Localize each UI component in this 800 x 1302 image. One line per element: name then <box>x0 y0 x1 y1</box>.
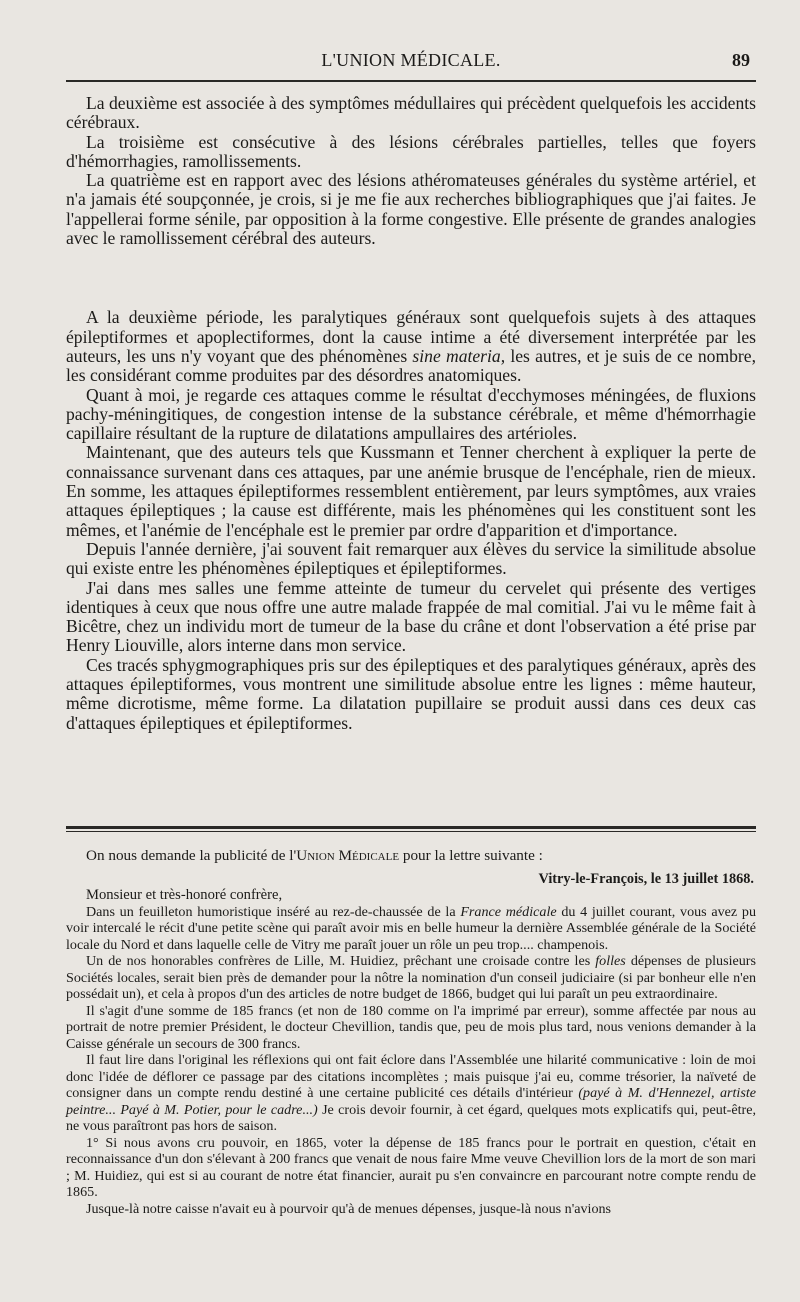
paragraph: Un de nos honorables confrères de Lille, M. Huidiez, prêchant une croisade contre les folles dépenses de plusieurs Sociétés locales, serait bien près de demander pour la nôtre la nomination d'un conseil judiciaire (si par bonheur elle n'en possédait un), et cela à propos d'un des articles de notre budget de 1866, budget qui lui paraît un peu extraordinaire. <box>66 953 756 1002</box>
article-body <box>66 94 756 733</box>
paragraph: Il s'agit d'une somme de 185 francs (et non de 180 comme on l'a imprimé par erreur), somme affectée par nous au portrait de notre premier Président, le docteur Chevillion, tandis que, peu de mois plus tard, nous venions demander à la Caisse générale un secours de 300 francs. <box>66 1002 756 1052</box>
running-header <box>66 50 756 76</box>
paragraph: 1° Si nous avons cru pouvoir, en 1865, voter la dépense de 185 francs pour le portrait en question, c'était en reconnaissance d'un don s'élevant à 200 francs que venait de nous faire Mme veuve Chevillion lors de la mort de son mari ; M. Huidiez, qui est si au courant de notre état financier, aurait pu s'en convaincre en parcourant notre compte rendu de 1865. <box>66 1134 756 1200</box>
paragraph: La troisième est consécutive à des lésions cérébrales partielles, telles que foyers d'hémorrhagies, ramollissements. <box>66 131 756 171</box>
letter-dateline: Vitry-le-François, le 13 juillet 1868. <box>538 870 754 887</box>
paragraph: La quatrième est en rapport avec des lésions athéromateuses générales du système artériel, et n'a jamais été soupçonnée, je crois, si je me fie aux recherches bibliographiques que j'ai faites. Je l'appellerai forme sénile, par opposition à la forme congestive. Elle présente de grandes analogies avec le ramollissement cérébral des auteurs. <box>66 170 756 249</box>
letter-section <box>66 848 756 1217</box>
paragraph: Il faut lire dans l'original les réflexions qui ont fait éclore dans l'Assemblée une hilarité communicative : loin de moi donc l'idée de déflorer ce passage par des citations incomplètes ; mais puisque j'ai eu, comme trésorier, la naïveté de consigner dans un compte rendu destiné à une certaine publicité ces détails d'intérieur (payé à M. d'Hennezel, artiste peintre... Payé à M. Potier, pour le cadre...) Je crois devoir fournir, à cet égard, quelques mots explicatifs qui, peut-être, ne vous paraîtront pas hors de saison. <box>66 1052 756 1134</box>
section-divider <box>66 826 756 829</box>
paragraph: J'ai dans mes salles une femme atteinte de tumeur du cervelet qui présente des vertiges identiques à ceux que nous offre une autre malade frappée de mal comitial. J'ai vu le même fait à Bicêtre, chez un individu mort de tumeur de la base du crâne et dont l'observation a été prise par Henry Liouville, alors interne dans mon service. <box>66 577 756 656</box>
paragraph: A la deuxième période, les paralytiques généraux sont quelquefois sujets à des attaques épileptiformes et apoplectiformes, dont la cause intime a été diversement interprétée par les auteurs, les uns n'y voyant que des phénomènes sine materia, les autres, et je suis de ce nombre, les considérant comme produites par des désordres anatomiques. <box>66 307 756 386</box>
paragraph: Dans un feuilleton humoristique inséré au rez-de-chaussée de la France médicale du 4 juillet courant, vous avez pu voir intercalé le récit d'une petite scène qui paraît avoir mis en belle humeur la dernière Assemblée générale de la Société locale du Nord et dans laquelle celle de Vitry me paraît jouer un rôle un peu trop.... champenois. <box>66 903 756 953</box>
letter-salutation: Monsieur et très-honoré confrère, <box>86 887 283 903</box>
paragraph: Ces tracés sphygmographiques pris sur des épileptiques et des paralytiques généraux, après des attaques épileptiformes, vous montrent une similitude absolue entre les lignes : même hauteur, même dicrotisme, même forme. La dilatation pupillaire se produit aussi dans ces deux cas d'attaques épileptiques et épileptiformes. <box>66 654 756 733</box>
paragraph: Maintenant, que des auteurs tels que Kussmann et Tenner cherchent à expliquer la perte de connaissance survenant dans ces attaques, par une anémie brusque de l'encéphale, rien de mieux. En somme, les attaques épileptiformes ressemblent entièrement, par leurs symptômes, aux vraies attaques épileptiques ; la cause est différente, mais les phénomènes qui les constituent sont les mêmes, et l'anémie de l'encéphale est le premier par ordre d'apparition et d'importance. <box>66 442 756 540</box>
journal-name: Union Médicale <box>296 847 400 864</box>
letter-intro: On nous demande la publicité de l'Union Médicale pour la lettre suivante : <box>86 847 543 864</box>
header-rule <box>66 80 756 82</box>
paragraph: Depuis l'année dernière, j'ai souvent fait remarquer aux élèves du service la similitude absolue qui existe entre les phénomènes épileptiques et épileptiformes. <box>66 538 756 579</box>
section-divider-thin <box>66 831 756 832</box>
page-number: 89 <box>732 50 750 70</box>
journal-title: L'UNION MÉDICALE. <box>321 50 501 70</box>
paragraph: La deuxième est associée à des symptômes médullaires qui précèdent quelquefois les accidents cérébraux. <box>66 93 756 133</box>
paragraph: Quant à moi, je regarde ces attaques comme le résultat d'ecchymoses méningées, de fluxions pachy-méningitiques, de congestion intense de la substance cérébrale, et même d'hémorrhagie capillaire résultant de la rupture de dilatations ampullaires des artérioles. <box>66 384 756 444</box>
latin-phrase: sine materia, <box>412 345 506 366</box>
paragraph: Jusque-là notre caisse n'avait eu à pourvoir qu'à de menues dépenses, jusque-là nous n'avions <box>86 1200 612 1217</box>
